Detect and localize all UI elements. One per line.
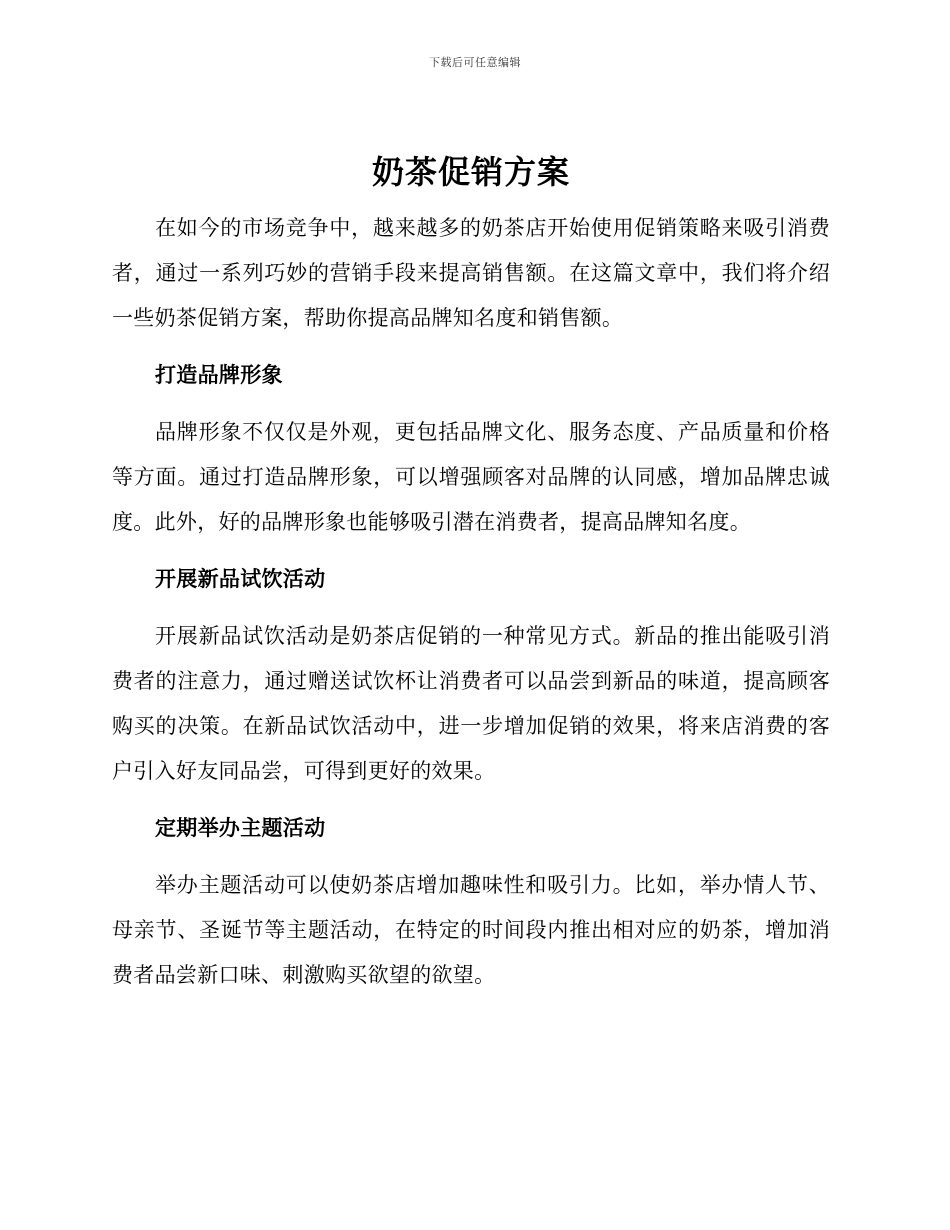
page-title: 奶茶促销方案 (371, 153, 570, 191)
section-body-brand-image: 品牌形象不仅仅是外观，更包括品牌文化、服务态度、产品质量和价格等方面。通过打造品牌形象，可以增强顾客对品牌的认同感，增加品牌忠诚度。此外，好的品牌形象也能够吸引潜在消费者，提高品牌知名度。 (112, 420, 830, 534)
header-note: 下载后可任意编辑 (429, 56, 521, 69)
section-heading-theme-events: 定期举办主题活动 (155, 816, 326, 840)
section-heading-brand-image: 打造品牌形象 (155, 363, 283, 387)
intro-paragraph: 在如今的市场竞争中，越来越多的奶茶店开始使用促销策略来吸引消费者，通过一系列巧妙的营销手段来提高销售额。在这篇文章中，我们将介绍一些奶茶促销方案，帮助你提高品牌知名度和销售额。 (112, 216, 830, 330)
section-heading-new-product-tasting: 开展新品试饮活动 (155, 567, 326, 591)
document-content (112, 150, 830, 998)
section-body-new-product-tasting: 开展新品试饮活动是奶茶店促销的一种常见方式。新品的推出能吸引消费者的注意力，通过赠送试饮杯让消费者可以品尝到新品的味道，提高顾客购买的决策。在新品试饮活动中，进一步增加促销的效果，将来店消费的客户引入好友同品尝，可得到更好的效果。 (112, 624, 830, 783)
section-body-theme-events: 举办主题活动可以使奶茶店增加趣味性和吸引力。比如，举办情人节、母亲节、圣诞节等主题活动，在特定的时间段内推出相对应的奶茶，增加消费者品尝新口味、刺激购买欲望的欲望。 (112, 873, 830, 987)
